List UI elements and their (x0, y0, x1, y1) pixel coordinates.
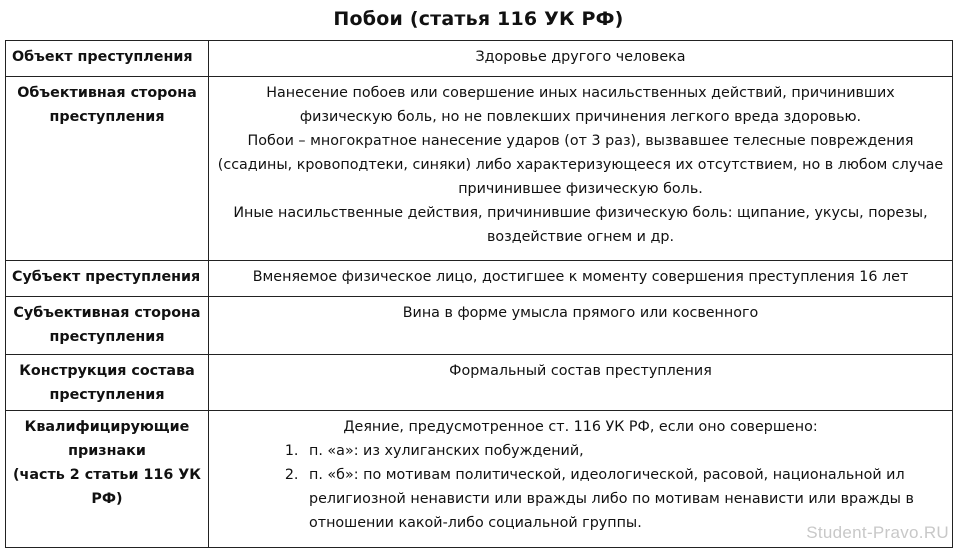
table-row-objective-side (6, 77, 953, 261)
label-line: преступления (49, 329, 165, 345)
table-row-object (6, 41, 953, 77)
row-label-qualifying (6, 411, 209, 548)
label-line: преступления (49, 387, 165, 403)
content-line: воздействие огнем и др. (486, 229, 675, 245)
row-content-objective-side (209, 77, 953, 261)
content-line: причинившее физическую боль. (458, 181, 703, 197)
list-item: 1. п. «а»: из хулиганских побуждений, (303, 439, 946, 463)
crime-composition-table (5, 40, 953, 548)
content-line: физическую боль, но не повлекших причинения легкого вреда здоровью. (299, 109, 862, 125)
label-line: Квалифицирующие (24, 419, 190, 435)
label-line: Субъективная сторона (13, 305, 201, 321)
content-line: (ссадины, кровоподтеки, синяки) либо характеризующееся их отсутствием, но в любом случае (217, 157, 944, 173)
list-item: 2. п. «б»: по мотивам политической, идеологической, расовой, национальной ил религиозной ненависти или вражды либо по мотивам ненависти или вражды в отношении какой-либо социальной группы. (303, 463, 946, 535)
table-row-construction (6, 355, 953, 411)
watermark: Student-Pravo.RU (806, 523, 949, 542)
qualifying-intro: Деяние, предусмотренное ст. 116 УК РФ, если оно совершено: (343, 419, 818, 435)
label-line: Конструкция состава (19, 363, 195, 379)
label-line: РФ) (91, 491, 123, 507)
label-line: (часть 2 статьи 116 УК (13, 467, 201, 483)
label-line: признаки (68, 443, 146, 459)
row-content-subjective-side: Вина в форме умысла прямого или косвенного (209, 297, 953, 355)
content-line: Иные насильственные действия, причинившие физическую боль: щипание, укусы, порезы, (233, 205, 928, 221)
row-content-subject: Вменяемое физическое лицо, достигшее к моменту совершения преступления 16 лет (209, 261, 953, 297)
label-line: Объективная сторона (17, 85, 197, 101)
row-label-subject: Субъект преступления (6, 261, 209, 297)
row-label-construction (6, 355, 209, 411)
row-content-object: Здоровье другого человека (209, 41, 953, 77)
row-label-subjective-side (6, 297, 209, 355)
page-title: Побои (статья 116 УК РФ) (333, 8, 624, 30)
row-label-objective-side (6, 77, 209, 261)
qualifying-list (215, 439, 946, 535)
content-line: Нанесение побоев или совершение иных насильственных действий, причинивших (266, 85, 895, 101)
row-label-object: Объект преступления (6, 41, 209, 77)
content-line: Побои – многократное нанесение ударов (от 3 раз), вызвавшее телесные повреждения (247, 133, 914, 149)
table-row-subjective-side (6, 297, 953, 355)
label-line: преступления (49, 109, 165, 125)
table-row-subject (6, 261, 953, 297)
row-content-construction: Формальный состав преступления (209, 355, 953, 411)
